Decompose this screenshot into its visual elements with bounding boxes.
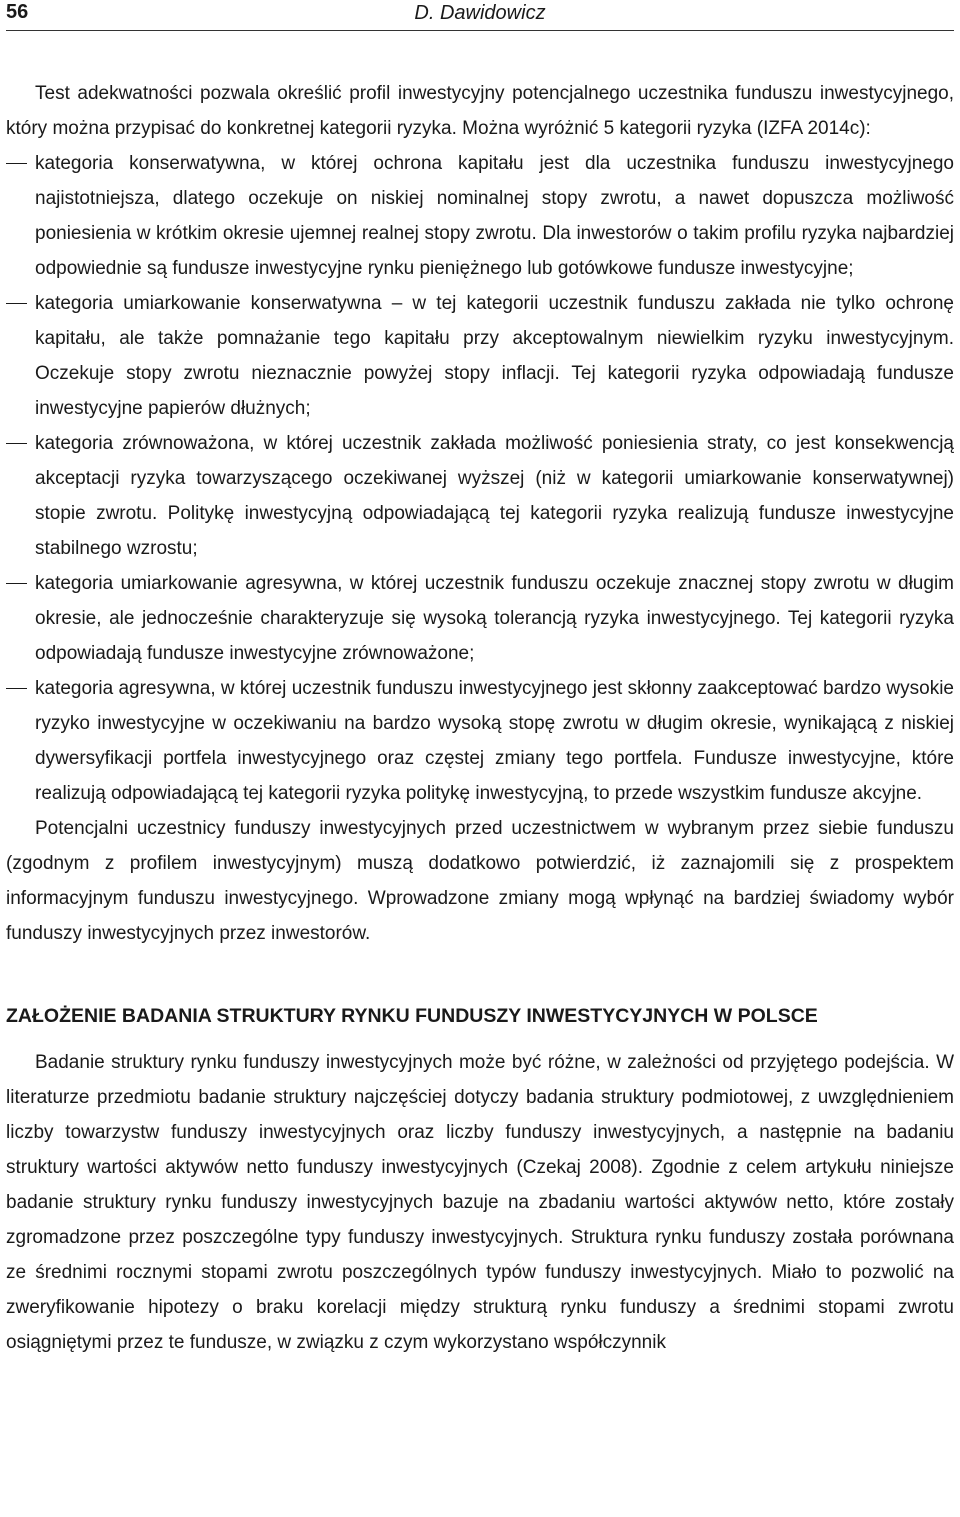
- risk-category-aggressive: kategoria agresywna, w której uczestnik funduszu inwestycyjnego jest skłonny zaakceptować bardzo wysokie ryzyko inwestycyjne w oczekiwaniu na bardzo wysoką stopę zwrotu w długim okresie, wynikającą z niskiej dywersyfikacji portfela inwestycyjnego oraz częstej zmiany tego portfela. Fundusze inwestycyjne, które realizują odpowiadającą tej kategorii ryzyka politykę inwestycyjną, to przede wszystkim fundusze akcyjne.: [6, 671, 954, 811]
- page-header: [6, 0, 954, 31]
- risk-category-balanced: kategoria zrównoważona, w której uczestnik zakłada możliwość poniesienia straty, co jest konsekwencją akceptacji ryzyka towarzyszącego oczekiwanej wyższej (niż w kategorii umiarkowanie konserwatywnej) stopie zwrotu. Politykę inwestycyjną odpowiadającą tej kategorii ryzyka realizują fundusze inwestycyjne stabilnego wzrostu;: [6, 426, 954, 566]
- paragraph-after-list: Potencjalni uczestnicy funduszy inwestycyjnych przed uczestnictwem w wybranym przez siebie funduszu (zgodnym z profilem inwestycyjnym) muszą dodatkowo potwierdzić, iż zaznajomili się z prospektem informacyjnym funduszu inwestycyjnego. Wprowadzone zmiany mogą wpłynąć na bardziej świadomy wybór funduszy inwestycyjnych przez inwestorów.: [6, 818, 954, 944]
- risk-category-list: [6, 146, 954, 811]
- page-body: [6, 76, 954, 1360]
- intro-paragraph: Test adekwatności pozwala określić profil inwestycyjny potencjalnego uczestnika funduszu inwestycyjnego, który można przypisać do konkretnej kategorii ryzyka. Można wyróżnić 5 kategorii ryzyka (IZFA 2014c):: [6, 83, 954, 139]
- risk-category-conservative: kategoria konserwatywna, w której ochrona kapitału jest dla uczestnika funduszu inwestycyjnego najistotniejsza, dlatego oczekuje on niskiej nominalnej stopy zwrotu, a nawet dopuszcza możliwość poniesienia w krótkim okresie ujemnej realnej stopy zwrotu. Dla inwestorów o takim profilu ryzyka najbardziej odpowiednie są fundusze inwestycyjne rynku pieniężnego lub gotówkowe fundusze inwestycyjne;: [6, 146, 954, 286]
- section-paragraph: Badanie struktury rynku funduszy inwestycyjnych może być różne, w zależności od przyjętego podejścia. W literaturze przedmiotu badanie struktury najczęściej dotyczy badania struktury podmiotowej, z uwzględnieniem liczby towarzystw funduszy inwestycyjnych oraz liczby funduszy inwestycyjnych, a następnie na badaniu struktury wartości aktywów netto funduszy inwestycyjnych (Czekaj 2008). Zgodnie z celem artykułu niniejsze badanie struktury rynku funduszy inwestycyjnych bazuje na zbadaniu wartości aktywów netto, które zostały zgromadzone przez poszczególne typy funduszy inwestycyjnych. Struktura rynku funduszy została porównana ze średnimi rocznymi stopami zwrotu poszczególnych typów funduszy inwestycyjnych. Miało to pozwolić na zweryfikowanie hipotezy o braku korelacji między strukturą rynku funduszy a średnimi stopami zwrotu osiągniętymi przez te fundusze, w związku z czym wykorzystano współczynnik: [6, 1052, 954, 1353]
- risk-category-moderately-conservative: kategoria umiarkowanie konserwatywna – w tej kategorii uczestnik funduszu zakłada nie tylko ochronę kapitału, ale także pomnażanie tego kapitału przy akceptowalnym niewielkim ryzyku inwestycyjnym. Oczekuje stopy zwrotu nieznacznie powyżej stopy inflacji. Tej kategorii ryzyka odpowiadają fundusze inwestycyjne papierów dłużnych;: [6, 286, 954, 426]
- section-heading: ZAŁOŻENIE BADANIA STRUKTURY RYNKU FUNDUSZY INWESTYCYJNYCH W POLSCE: [6, 1005, 818, 1027]
- page-number: 56: [6, 1, 29, 23]
- risk-category-moderately-aggressive: kategoria umiarkowanie agresywna, w której uczestnik funduszu oczekuje znacznej stopy zwrotu w długim okresie, ale jednocześnie charakteryzuje się wysoką tolerancją ryzyka inwestycyjnego. Tej kategorii ryzyka odpowiadają fundusze inwestycyjne zrównoważone;: [6, 566, 954, 671]
- running-head-author: D. Dawidowicz: [414, 2, 546, 24]
